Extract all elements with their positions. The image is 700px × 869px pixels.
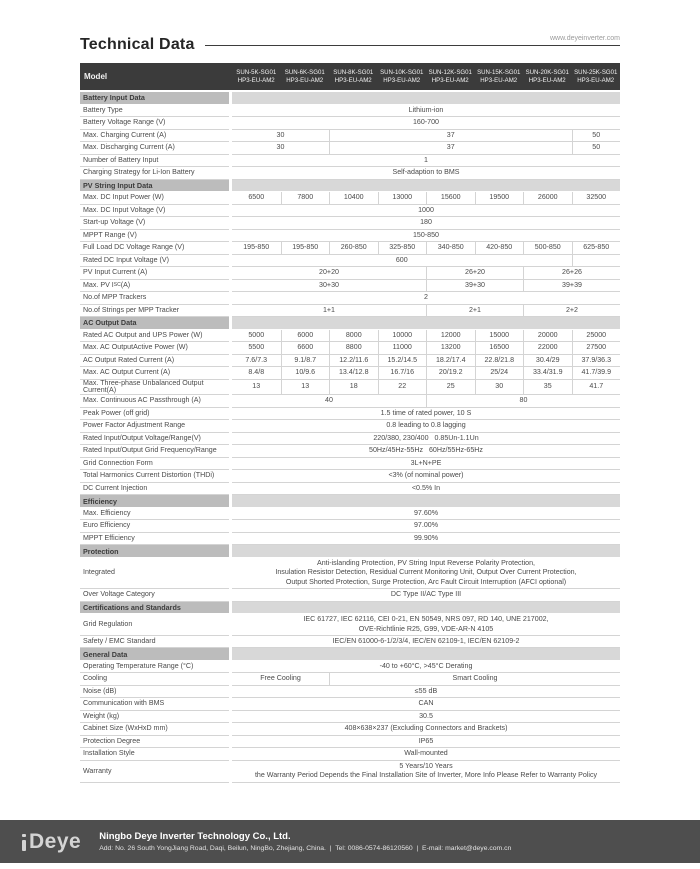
spec-label: No.of MPP Trackers (80, 292, 229, 305)
spec-value-cell: 340-850 (426, 242, 475, 255)
spec-value-cell: 9.1/8.7 (281, 355, 330, 368)
spec-row (80, 445, 620, 458)
spec-label: PV Input Current (A) (80, 267, 229, 280)
spec-label: Max. Efficiency (80, 508, 229, 521)
spec-value-cell: 13 (232, 380, 281, 396)
page-title: Technical Data (80, 36, 195, 53)
spec-value-cell: 8.4/8 (232, 367, 281, 380)
model-column-header: SUN-25K-SG01 HP3-EU-AM2 (574, 68, 618, 84)
spec-row (80, 508, 620, 521)
spec-row (80, 614, 620, 636)
spec-label: Communication with BMS (80, 698, 229, 711)
section-title: Certifications and Standards (80, 602, 229, 615)
spec-row (80, 292, 620, 305)
spec-value-cell: 32500 (572, 192, 621, 205)
model-column-header: SUN-8K-SG01 HP3-EU-AM2 (333, 68, 374, 84)
spec-value-cell: 30 (232, 142, 329, 155)
spec-value-cell: 25 (426, 380, 475, 396)
spec-value-cell (572, 255, 621, 268)
spec-value-cell: DC Type II/AC Type III (232, 589, 620, 602)
spec-value-cell: 10400 (329, 192, 378, 205)
spec-label: Rated Input/Output Grid Frequency/Range (80, 445, 229, 458)
spec-label: Max. Charging Current (A) (80, 130, 229, 143)
spec-value-cell: 5500 (232, 342, 281, 355)
deye-logo (22, 831, 81, 853)
spec-row (80, 230, 620, 243)
spec-value-cell: 16500 (475, 342, 524, 355)
spec-row (80, 520, 620, 533)
spec-value-cell: 13 (281, 380, 330, 396)
spec-value-cell: 5000 (232, 330, 281, 343)
spec-value-cell: Self-adaption to BMS (232, 167, 620, 180)
spec-value-cell: 25000 (572, 330, 621, 343)
spec-row (80, 280, 620, 293)
spec-value-cell: 180 (232, 217, 620, 230)
section-title-fill (232, 180, 620, 193)
spec-value-cell: 30 (475, 380, 524, 396)
spec-row (80, 723, 620, 736)
spec-value-cell: 625-850 (572, 242, 621, 255)
spec-value-cell: 325-850 (378, 242, 427, 255)
spec-label: Max. DC Input Voltage (V) (80, 205, 229, 218)
spec-value-cell: 22 (378, 380, 427, 396)
spec-value-cell: 6000 (281, 330, 330, 343)
spec-label: MPPT Range (V) (80, 230, 229, 243)
spec-value-cell: 2 (232, 292, 620, 305)
spec-value-cell: 0.8 leading to 0.8 lagging (232, 420, 620, 433)
spec-value-cell: 18.2/17.4 (426, 355, 475, 368)
spec-value-cell: 6600 (281, 342, 330, 355)
section-header-row (80, 317, 620, 330)
spec-row (80, 117, 620, 130)
section-title: Protection (80, 545, 229, 558)
spec-row (80, 192, 620, 205)
spec-value-cell: 26000 (523, 192, 572, 205)
spec-value-cell: 33.4/31.9 (523, 367, 572, 380)
section-title: PV String Input Data (80, 180, 229, 193)
spec-row (80, 367, 620, 380)
section-title-fill (232, 602, 620, 615)
spec-row (80, 698, 620, 711)
spec-label: Peak Power (off grid) (80, 408, 229, 421)
spec-value-cell: 8800 (329, 342, 378, 355)
spec-value-cell: 22.8/21.8 (475, 355, 524, 368)
spec-value-cell: 6500 (232, 192, 281, 205)
spec-value-cell: 8000 (329, 330, 378, 343)
spec-row (80, 217, 620, 230)
spec-value-cell: Lithium-ion (232, 105, 620, 118)
spec-label: Weight (kg) (80, 711, 229, 724)
spec-row (80, 736, 620, 749)
spec-table (80, 63, 620, 783)
spec-label: Protection Degree (80, 736, 229, 749)
spec-row (80, 395, 620, 408)
spec-value-cell: 13000 (378, 192, 427, 205)
spec-value-line: OVE-Richtlinie R25, G99, VDE-AR-N 4105 (358, 624, 494, 633)
section-header-row (80, 92, 620, 105)
logo-i-mark-icon (22, 831, 29, 853)
model-column-header: SUN-15K-SG01 HP3-EU-AM2 (477, 68, 521, 84)
spec-value-cell: -40 to +60°C, >45°C Derating (232, 661, 620, 674)
spec-value-cell: 99.90% (232, 533, 620, 546)
spec-row (80, 761, 620, 783)
spec-value-cell: Smart Cooling (329, 673, 620, 686)
model-column-header: SUN-5K-SG01 HP3-EU-AM2 (236, 68, 277, 84)
spec-label: Power Factor Adjustment Range (80, 420, 229, 433)
spec-value-cell: 15000 (475, 330, 524, 343)
spec-label: Max. DC Input Power (W) (80, 192, 229, 205)
model-column-header: SUN-12K-SG01 HP3-EU-AM2 (428, 68, 472, 84)
spec-value-cell: 27500 (572, 342, 621, 355)
spec-value-cell: 97.60% (232, 508, 620, 521)
spec-value-cell: 41.7 (572, 380, 621, 396)
spec-row (80, 483, 620, 496)
spec-row (80, 155, 620, 168)
spec-label: Grid Regulation (80, 614, 229, 636)
spec-value-cell: 30.4/29 (523, 355, 572, 368)
spec-label: DC Current Injection (80, 483, 229, 496)
spec-label: Number of Battery Input (80, 155, 229, 168)
spec-value-cell: 50 (572, 130, 621, 143)
spec-row (80, 470, 620, 483)
spec-value-cell: 12000 (426, 330, 475, 343)
spec-row (80, 267, 620, 280)
spec-row (80, 420, 620, 433)
spec-label: Charging Strategy for Li-Ion Battery (80, 167, 229, 180)
model-header-label: Model (84, 72, 108, 81)
spec-value-cell: ≤55 dB (232, 686, 620, 699)
spec-value-cell: 22000 (523, 342, 572, 355)
spec-value-cell: 1+1 (232, 305, 426, 318)
spec-value-cell: 15.2/14.5 (378, 355, 427, 368)
model-column-header: SUN-10K-SG01 HP3-EU-AM2 (380, 68, 424, 84)
spec-value-cell: 15600 (426, 192, 475, 205)
spec-label: Max. AC Output Current (A) (80, 367, 229, 380)
spec-value-cell: 39+39 (523, 280, 620, 293)
spec-value-cell: 10000 (378, 330, 427, 343)
spec-row (80, 636, 620, 649)
spec-row (80, 458, 620, 471)
spec-value-cell: 2+1 (426, 305, 523, 318)
spec-row (80, 142, 620, 155)
spec-value-cell (232, 614, 620, 636)
spec-value-cell: 20/19.2 (426, 367, 475, 380)
spec-label: Total Harmonics Current Distortion (THDi) (80, 470, 229, 483)
spec-value-cell: 195-850 (232, 242, 281, 255)
spec-row (80, 205, 620, 218)
spec-value-cell (232, 558, 620, 589)
spec-row (80, 589, 620, 602)
spec-value-cell: 41.7/39.9 (572, 367, 621, 380)
spec-value-cell: 500-850 (523, 242, 572, 255)
spec-row (80, 305, 620, 318)
spec-value-cell: 150-850 (232, 230, 620, 243)
spec-value-cell: 37.9/36.3 (572, 355, 621, 368)
section-title-fill (232, 495, 620, 508)
spec-row (80, 711, 620, 724)
spec-value-cell: Wall-mounted (232, 748, 620, 761)
spec-value-cell: Free Cooling (232, 673, 329, 686)
spec-value-cell: <0.5% In (232, 483, 620, 496)
section-header-row (80, 495, 620, 508)
spec-value-cell: 420-850 (475, 242, 524, 255)
title-rule (205, 45, 620, 46)
section-header-row (80, 545, 620, 558)
document-header (80, 36, 620, 54)
spec-row (80, 330, 620, 343)
spec-value-cell: 260-850 (329, 242, 378, 255)
spec-label: Battery Voltage Range (V) (80, 117, 229, 130)
spec-label: Cooling (80, 673, 229, 686)
spec-value-cell: 39+30 (426, 280, 523, 293)
spec-value-cell: 1 (232, 155, 620, 168)
spec-label: Safety / EMC Standard (80, 636, 229, 649)
spec-label: Operating Temperature Range (°C) (80, 661, 229, 674)
spec-label: Start-up Voltage (V) (80, 217, 229, 230)
spec-value-cell: 16.7/16 (378, 367, 427, 380)
spec-value-cell: 13200 (426, 342, 475, 355)
spec-row (80, 355, 620, 368)
website-link[interactable]: www.deyeinverter.com (549, 35, 620, 42)
spec-label: Grid Connection Form (80, 458, 229, 471)
spec-label: Installation Style (80, 748, 229, 761)
spec-value-cell: 26+26 (523, 267, 620, 280)
spec-value-cell: 37 (329, 130, 572, 143)
spec-value-cell: 12.2/11.6 (329, 355, 378, 368)
spec-label: Warranty (80, 761, 229, 783)
model-column-header: SUN-6K-SG01 HP3-EU-AM2 (284, 68, 325, 84)
spec-label: MPPT Efficiency (80, 533, 229, 546)
spec-row (80, 408, 620, 421)
spec-label: No.of Strings per MPP Tracker (80, 305, 229, 318)
spec-value-cell: 30.5 (232, 711, 620, 724)
section-title-fill (232, 92, 620, 105)
spec-value-cell: 35 (523, 380, 572, 396)
spec-value-cell: 7.6/7.3 (232, 355, 281, 368)
section-title-fill (232, 648, 620, 661)
spec-label: Rated Input/Output Voltage/Range(V) (80, 433, 229, 446)
spec-label: Euro Efficiency (80, 520, 229, 533)
footer-info (99, 831, 511, 852)
spec-value-cell: 7800 (281, 192, 330, 205)
footer-bar (0, 820, 700, 863)
footer-address: Add: No. 26 South YongJiang Road, Daqi, Beilun, NingBo, Zhejiang, China. | Tel: 0086-0574-86120560 | E-mail: market@deye.com.cn (99, 845, 512, 852)
spec-label: Max. Continuous AC Passthrough (A) (80, 395, 229, 408)
spec-value-line: Output Shorted Protection, Surge Protection, Arc Fault Circuit Interruption (AFCI optional) (285, 577, 567, 586)
spec-row (80, 433, 620, 446)
spec-label: Full Load DC Voltage Range (V) (80, 242, 229, 255)
section-title: Battery Input Data (80, 92, 229, 105)
spec-value-cell: 2+2 (523, 305, 620, 318)
spec-label: Rated AC Output and UPS Power (W) (80, 330, 229, 343)
spec-value-cell: 1000 (232, 205, 620, 218)
spec-value-cell: 40 (232, 395, 426, 408)
spec-value-cell: 1.5 time of rated power, 10 S (232, 408, 620, 421)
spec-value-cell: 25/24 (475, 367, 524, 380)
spec-value-cell (232, 761, 620, 783)
spec-value-cell: 600 (232, 255, 572, 268)
spec-value-cell: 20000 (523, 330, 572, 343)
spec-value-cell: 50Hz/45Hz-55Hz 60Hz/55Hz-65Hz (232, 445, 620, 458)
spec-value-cell: 26+20 (426, 267, 523, 280)
spec-row (80, 686, 620, 699)
spec-label: Integrated (80, 558, 229, 589)
spec-label: Max. Discharging Current (A) (80, 142, 229, 155)
spec-row (80, 167, 620, 180)
spec-value-cell: 220/380, 230/400 0.85Un-1.1Un (232, 433, 620, 446)
spec-row (80, 342, 620, 355)
spec-value-cell: IEC/EN 61000-6-1/2/3/4, IEC/EN 62109-1, IEC/EN 62109-2 (232, 636, 620, 649)
spec-row (80, 242, 620, 255)
spec-row (80, 533, 620, 546)
spec-value-cell: 30 (232, 130, 329, 143)
spec-row (80, 748, 620, 761)
section-header-row (80, 180, 620, 193)
spec-value-cell: 3L+N+PE (232, 458, 620, 471)
spec-row (80, 130, 620, 143)
spec-value-cell: 19500 (475, 192, 524, 205)
spec-value-cell: IP65 (232, 736, 620, 749)
spec-value-cell: 408×638×237 (Excluding Connectors and Brackets) (232, 723, 620, 736)
spec-label: Max. PV I SC (A) (80, 280, 229, 293)
spec-label: AC Output Rated Current (A) (80, 355, 229, 368)
spec-value-cell: 37 (329, 142, 572, 155)
spec-value-cell: 195-850 (281, 242, 330, 255)
model-header-row (80, 63, 620, 90)
section-header-row (80, 602, 620, 615)
spec-label: Over Voltage Category (80, 589, 229, 602)
spec-value-line: 5 Years/10 Years (399, 761, 453, 770)
spec-row (80, 255, 620, 268)
footer-company-name: Ningbo Deye Inverter Technology Co., Ltd. (99, 831, 291, 842)
spec-value-cell: 13.4/12.8 (329, 367, 378, 380)
spec-value-line: Insulation Resistor Detection, Residual Current Monitoring Unit, Output Over Current Protection, (275, 568, 577, 577)
spec-value-cell: CAN (232, 698, 620, 711)
section-title-fill (232, 545, 620, 558)
section-title: General Data (80, 648, 229, 661)
spec-value-line: IEC 61727, IEC 62116, CEI 0-21, EN 50549, NRS 097, RD 140, UNE 217002, (303, 615, 549, 624)
spec-value-cell: 10/9.6 (281, 367, 330, 380)
spec-row (80, 380, 620, 396)
spec-value-cell: 160-700 (232, 117, 620, 130)
spec-label: Noise (dB) (80, 686, 229, 699)
model-column-header: SUN-20K-SG01 HP3-EU-AM2 (525, 68, 569, 84)
section-header-row (80, 648, 620, 661)
spec-label: Cabinet Size (WxHxD mm) (80, 723, 229, 736)
spec-label: Max. AC OutputActive Power (W) (80, 342, 229, 355)
spec-row (80, 673, 620, 686)
spec-value-cell: <3% (of nominal power) (232, 470, 620, 483)
spec-label: Battery Type (80, 105, 229, 118)
spec-value-cell: 18 (329, 380, 378, 396)
spec-label: Rated DC Input Voltage (V) (80, 255, 229, 268)
spec-label: Max. Three-phase Unbalanced Output Current(A) (80, 380, 229, 396)
spec-value-cell: 30+30 (232, 280, 426, 293)
spec-value-cell: 80 (426, 395, 620, 408)
spec-value-line: the Warranty Period Depends the Final Installation Site of Inverter, More Info Please Refer to Warranty Policy (254, 771, 598, 780)
spec-value-cell: 97.00% (232, 520, 620, 533)
spec-row (80, 105, 620, 118)
section-title: AC Output Data (80, 317, 229, 330)
spec-table-body (80, 92, 620, 783)
spec-value-line: Anti-islanding Protection, PV String Input Reverse Polarity Protection, (316, 558, 536, 567)
spec-value-cell: 50 (572, 142, 621, 155)
logo-text: Deye (29, 829, 82, 853)
section-title: Efficiency (80, 495, 229, 508)
spec-row (80, 558, 620, 589)
section-title-fill (232, 317, 620, 330)
spec-row (80, 661, 620, 674)
spec-value-cell: 20+20 (232, 267, 426, 280)
spec-value-cell: 11000 (378, 342, 427, 355)
